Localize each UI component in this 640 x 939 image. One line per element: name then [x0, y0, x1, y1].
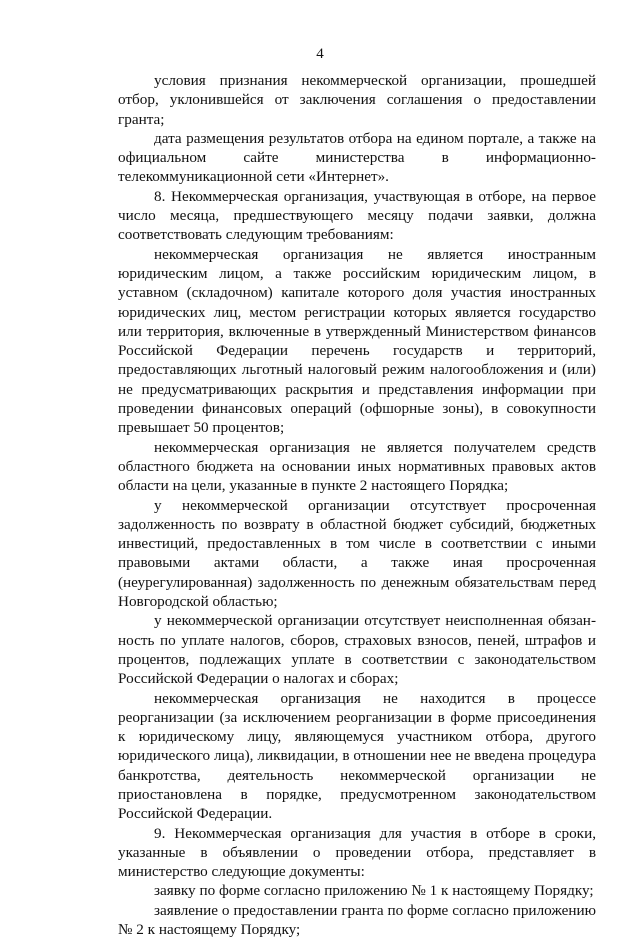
document-body — [118, 71, 596, 939]
paragraph: некоммерческая организация не находится в процессе реорганизации (за исключением реорганизации в форме присоединения к юридическому лицу, являющемуся участником отбора, другого юридического лица), ликвидации, в отношении нее не введена процедура банкротства, деятельность некоммерческой организации не приостановлена в порядке, предусмотренном законодательством Российской Федерации. — [118, 689, 596, 823]
paragraph: дата размещения результатов отбора на едином портале, а также на официальном сайте министерства в информационно-телекоммуникационной сети «Интернет». — [118, 129, 596, 186]
paragraph: у некоммерческой организации отсутствует просроченная задолженность по возврату в областной бюджет субсидий, бюджетных инвестиций, предоставленных в том числе в соответствии с иными правовыми актами области, а также иная просроченная (неурегулированная) задолженность по денежным обязательствам перед Новгородской областью; — [118, 496, 596, 611]
paragraph: у некоммерческой организации отсутствует неисполненная обязанность по уплате налогов, сборов, страховых взносов, пеней, штрафов и процентов, подлежащих уплате в соответствии с законодательством Российской Федерации о налогах и сборах; — [118, 612, 596, 688]
paragraph: некоммерческая организация не является иностранным юридическим лицом, а также российским юридическим лицом, в уставном (складочном) капитале которого доля участия иностранных юридических лиц, местом регистрации которых является государство или территория, включенные в утвержденный Министерством финансов Российской Федерации перечень государств и территорий, предоставляющих льготный налоговый режим налогообложения и (или) не предусматривающих раскрытия и представления информации при проведении финансовых операций (офшорные зоны), в совокупности превышает 50 процентов; — [118, 245, 596, 437]
paragraph: 9. Некоммерческая организация для участия в отборе в сроки, указанные в объявлении о проведении отбора, представляет в министерство следующие документы: — [118, 824, 596, 881]
paragraph: условия признания некоммерческой организации, прошедшей отбор, уклонившейся от заключения соглашения о предоставлении гранта; — [118, 72, 596, 128]
paragraph: заявление о предоставлении гранта по форме согласно приложению № 2 к настоящему Порядку; — [118, 901, 596, 939]
paragraph: заявку по форме согласно приложению № 1 к настоящему Порядку; — [154, 882, 594, 900]
paragraph: 8. Некоммерческая организация, участвующая в отборе, на первое число месяца, предшествующего месяцу подачи заявки, должна соответствовать следующим требованиям: — [118, 187, 596, 244]
paragraph: некоммерческая организация не является получателем средств областного бюджета на основании иных нормативных правовых актов области на цели, указанные в пункте 2 настоящего Порядка; — [118, 438, 596, 495]
page-number: 4 — [316, 46, 324, 62]
